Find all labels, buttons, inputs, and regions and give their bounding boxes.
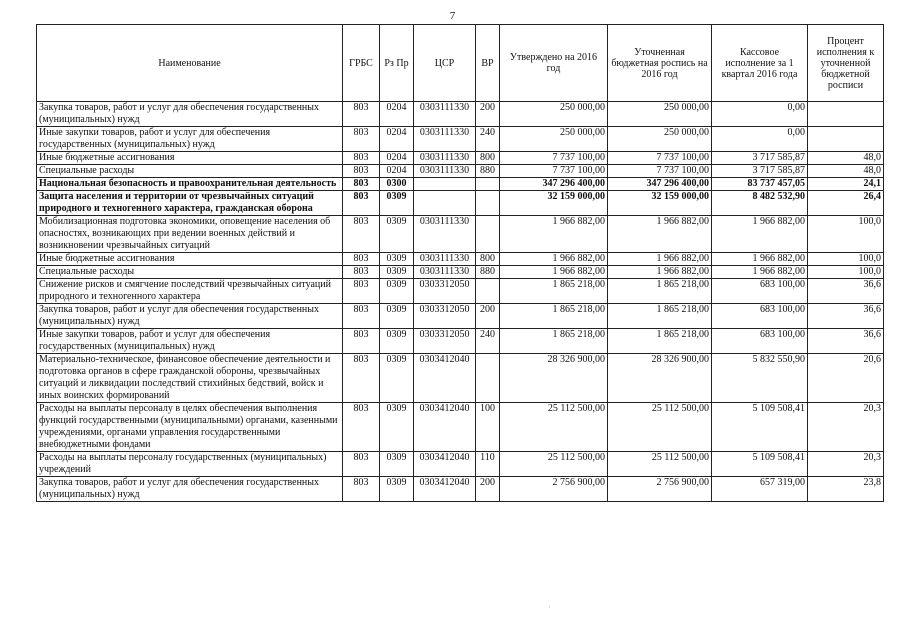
page-number: 7 [449,10,456,22]
cell-rzpr: 0309 [380,266,414,279]
cell-percent: 36,6 [808,304,884,329]
cell-grbs: 803 [343,354,380,403]
cell-name: Иные бюджетные ассигнования [37,152,343,165]
cell-cash: 3 717 585,87 [712,152,808,165]
cell-percent [808,102,884,127]
cell-approved: 1 865 218,00 [500,329,608,354]
header-approved: Утверждено на 2016 год [500,25,608,102]
cell-rzpr: 0204 [380,127,414,152]
cell-rzpr: 0204 [380,102,414,127]
cell-grbs: 803 [343,403,380,452]
table-row [37,165,884,178]
cell-name: Защита населения и территории от чрезвычайных ситуаций природного и техногенного характера, гражданская оборона [37,191,343,216]
cell-rzpr: 0309 [380,477,414,502]
cell-approved: 250 000,00 [500,127,608,152]
cell-rzpr: 0309 [380,329,414,354]
cell-approved: 25 112 500,00 [500,403,608,452]
cell-vr: 800 [476,253,500,266]
cell-csr: 0303111330 [414,216,476,253]
cell-csr: 0303111330 [414,102,476,127]
cell-csr [414,178,476,191]
table-row [37,152,884,165]
cell-approved: 28 326 900,00 [500,354,608,403]
cell-name: Специальные расходы [37,165,343,178]
cell-vr: 800 [476,152,500,165]
cell-refined: 1 966 882,00 [608,216,712,253]
cell-csr: 0303412040 [414,477,476,502]
cell-percent: 100,0 [808,253,884,266]
cell-vr [476,279,500,304]
cell-refined: 7 737 100,00 [608,152,712,165]
cell-cash: 683 100,00 [712,329,808,354]
cell-percent: 23,8 [808,477,884,502]
cell-percent: 100,0 [808,266,884,279]
cell-refined: 250 000,00 [608,102,712,127]
header-vr: ВР [476,25,500,102]
cell-grbs: 803 [343,452,380,477]
cell-csr: 0303312050 [414,329,476,354]
cell-name: Национальная безопасность и правоохранительная деятельность [37,178,343,191]
cell-csr [414,191,476,216]
cell-grbs: 803 [343,102,380,127]
cell-grbs: 803 [343,266,380,279]
cell-rzpr: 0204 [380,165,414,178]
cell-vr: 880 [476,266,500,279]
cell-name: Иные закупки товаров, работ и услуг для обеспечения государственных (муниципальных) нужд [37,329,343,354]
header-grbs: ГРБС [343,25,380,102]
cell-vr: 240 [476,127,500,152]
cell-vr [476,354,500,403]
cell-name: Мобилизационная подготовка экономики, оповещение населения об опасностях, возникающих при ведении военных действий и возникновении чрезвычайных ситуаций [37,216,343,253]
cell-vr: 110 [476,452,500,477]
cell-csr: 0303412040 [414,354,476,403]
cell-rzpr: 0309 [380,191,414,216]
cell-percent: 36,6 [808,279,884,304]
cell-rzpr: 0204 [380,152,414,165]
cell-rzpr: 0309 [380,253,414,266]
cell-percent: 20,3 [808,403,884,452]
cell-cash: 83 737 457,05 [712,178,808,191]
cell-name: Закупка товаров, работ и услуг для обеспечения государственных (муниципальных) нужд [37,477,343,502]
cell-refined: 25 112 500,00 [608,452,712,477]
cell-cash: 5 109 508,41 [712,452,808,477]
table-row [37,266,884,279]
cell-percent: 48,0 [808,152,884,165]
cell-rzpr: 0309 [380,452,414,477]
cell-refined: 250 000,00 [608,127,712,152]
cell-cash: 683 100,00 [712,279,808,304]
cell-approved: 1 966 882,00 [500,216,608,253]
cell-csr: 0303412040 [414,403,476,452]
table-row [37,452,884,477]
cell-refined: 7 737 100,00 [608,165,712,178]
cell-refined: 1 966 882,00 [608,253,712,266]
cell-name: Расходы на выплаты персоналу в целях обеспечения выполнения функций государственными (муниципальными) органами, казенными учреждениями, органами управления государственными внебюджетными фондами [37,403,343,452]
header-percent: Процент исполнения к уточненной бюджетной росписи [808,25,884,102]
cell-csr: 0303111330 [414,266,476,279]
cell-rzpr: 0309 [380,354,414,403]
cell-name: Закупка товаров, работ и услуг для обеспечения государственных (муниципальных) нужд [37,304,343,329]
cell-approved: 1 966 882,00 [500,266,608,279]
cell-refined: 1 865 218,00 [608,279,712,304]
cell-rzpr: 0300 [380,178,414,191]
cell-grbs: 803 [343,304,380,329]
scan-speck: · [548,603,551,612]
table-row [37,477,884,502]
header-csr: ЦСР [414,25,476,102]
cell-rzpr: 0309 [380,216,414,253]
budget-execution-table [36,24,884,502]
cell-percent: 24,1 [808,178,884,191]
cell-csr: 0303412040 [414,452,476,477]
cell-grbs: 803 [343,127,380,152]
table-body [37,102,884,502]
cell-percent: 36,6 [808,329,884,354]
cell-approved: 1 966 882,00 [500,253,608,266]
cell-percent: 20,6 [808,354,884,403]
cell-name: Иные закупки товаров, работ и услуг для обеспечения государственных (муниципальных) нужд [37,127,343,152]
cell-grbs: 803 [343,329,380,354]
cell-approved: 250 000,00 [500,102,608,127]
cell-refined: 25 112 500,00 [608,403,712,452]
cell-approved: 32 159 000,00 [500,191,608,216]
cell-rzpr: 0309 [380,304,414,329]
table-row [37,403,884,452]
cell-approved: 1 865 218,00 [500,304,608,329]
cell-percent [808,127,884,152]
cell-percent: 100,0 [808,216,884,253]
cell-percent: 48,0 [808,165,884,178]
cell-grbs: 803 [343,279,380,304]
table-header-row [37,25,884,102]
cell-refined: 28 326 900,00 [608,354,712,403]
cell-approved: 7 737 100,00 [500,165,608,178]
cell-cash: 683 100,00 [712,304,808,329]
cell-rzpr: 0309 [380,403,414,452]
cell-grbs: 803 [343,165,380,178]
cell-refined: 1 865 218,00 [608,304,712,329]
cell-cash: 5 832 550,90 [712,354,808,403]
cell-vr: 200 [476,477,500,502]
cell-grbs: 803 [343,152,380,165]
cell-refined: 2 756 900,00 [608,477,712,502]
cell-vr: 200 [476,304,500,329]
cell-vr [476,191,500,216]
cell-vr [476,216,500,253]
cell-cash: 0,00 [712,127,808,152]
cell-percent: 26,4 [808,191,884,216]
cell-name: Расходы на выплаты персоналу государственных (муниципальных) учреждений [37,452,343,477]
cell-csr: 0303111330 [414,127,476,152]
cell-cash: 8 482 532,90 [712,191,808,216]
cell-vr: 100 [476,403,500,452]
table-row [37,354,884,403]
cell-cash: 0,00 [712,102,808,127]
table-row [37,253,884,266]
cell-csr: 0303312050 [414,279,476,304]
cell-approved: 2 756 900,00 [500,477,608,502]
header-cash: Кассовое исполнение за 1 квартал 2016 года [712,25,808,102]
cell-name: Материально-техническое, финансовое обеспечение деятельности и подготовка органов в сфере гражданской обороны, чрезвычайных ситуаций и ликвидации последствий стихийных бедствий, войск и иных воинских формирований [37,354,343,403]
cell-cash: 3 717 585,87 [712,165,808,178]
cell-approved: 347 296 400,00 [500,178,608,191]
header-rzpr: Рз Пр [380,25,414,102]
table-row [37,127,884,152]
cell-vr: 200 [476,102,500,127]
cell-name: Закупка товаров, работ и услуг для обеспечения государственных (муниципальных) нужд [37,102,343,127]
table-row [37,102,884,127]
table-row [37,304,884,329]
cell-cash: 1 966 882,00 [712,266,808,279]
cell-csr: 0303111330 [414,253,476,266]
table-row [37,191,884,216]
cell-approved: 1 865 218,00 [500,279,608,304]
table-row [37,279,884,304]
cell-vr [476,178,500,191]
cell-cash: 657 319,00 [712,477,808,502]
header-refined: Уточненная бюджетная роспись на 2016 год [608,25,712,102]
cell-cash: 1 966 882,00 [712,216,808,253]
cell-vr: 880 [476,165,500,178]
cell-grbs: 803 [343,178,380,191]
cell-vr: 240 [476,329,500,354]
cell-grbs: 803 [343,253,380,266]
cell-name: Специальные расходы [37,266,343,279]
table-row [37,178,884,191]
cell-refined: 1 966 882,00 [608,266,712,279]
cell-refined: 32 159 000,00 [608,191,712,216]
cell-grbs: 803 [343,216,380,253]
cell-grbs: 803 [343,477,380,502]
cell-cash: 1 966 882,00 [712,253,808,266]
cell-name: Снижение рисков и смягчение последствий чрезвычайных ситуаций природного и техногенного характера [37,279,343,304]
cell-approved: 25 112 500,00 [500,452,608,477]
cell-csr: 0303111330 [414,165,476,178]
cell-refined: 347 296 400,00 [608,178,712,191]
cell-rzpr: 0309 [380,279,414,304]
cell-cash: 5 109 508,41 [712,403,808,452]
table-row [37,329,884,354]
cell-approved: 7 737 100,00 [500,152,608,165]
table-row [37,216,884,253]
cell-csr: 0303312050 [414,304,476,329]
header-name: Наименование [37,25,343,102]
cell-csr: 0303111330 [414,152,476,165]
cell-refined: 1 865 218,00 [608,329,712,354]
cell-percent: 20,3 [808,452,884,477]
cell-name: Иные бюджетные ассигнования [37,253,343,266]
cell-grbs: 803 [343,191,380,216]
